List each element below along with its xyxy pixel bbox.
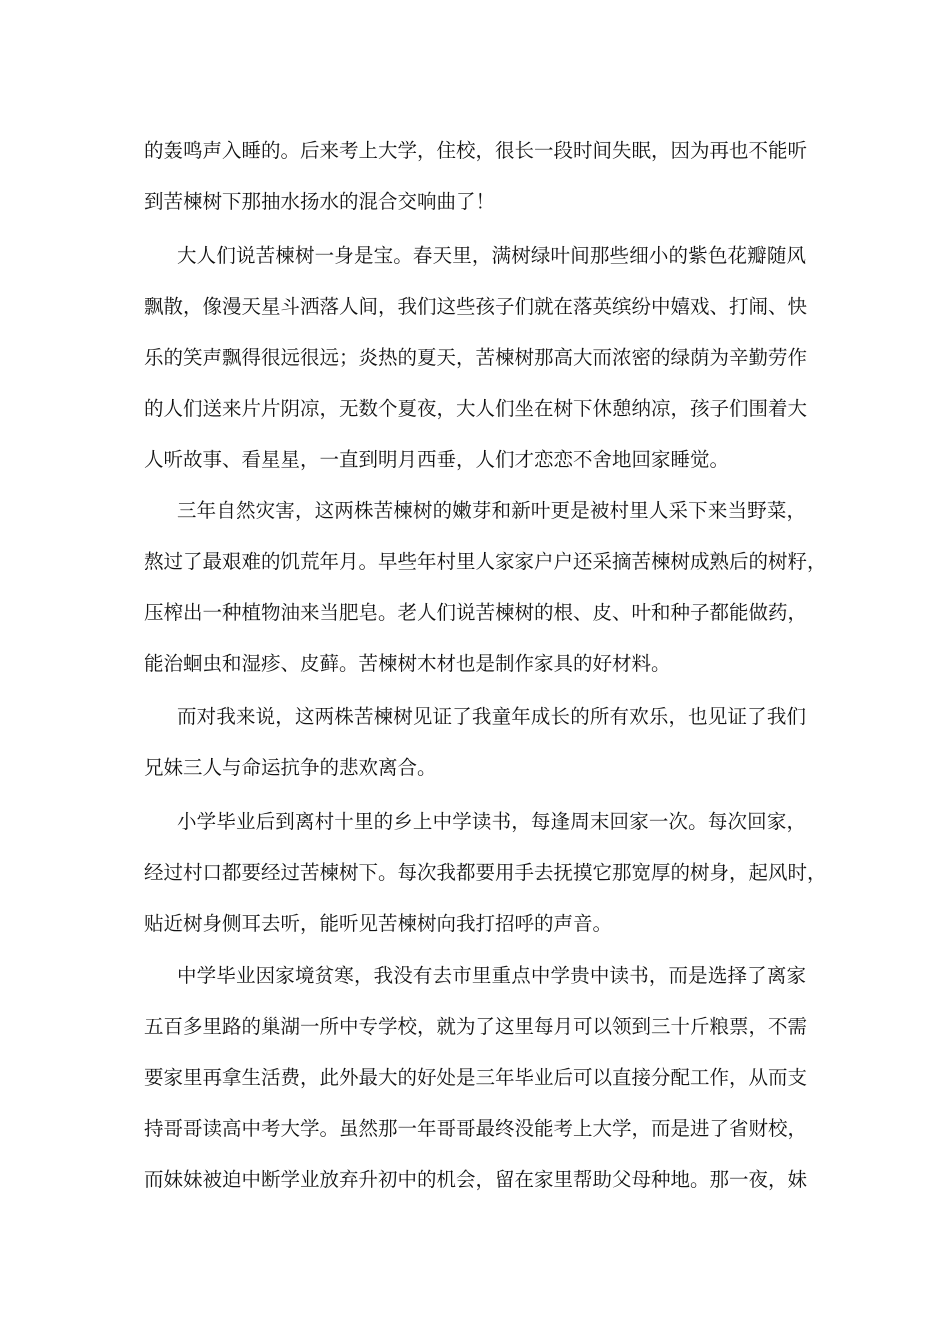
text-line: 五百多里路的巢湖一所中专学校，就为了这里每月可以领到三十斤粮票，不需 <box>144 1015 808 1038</box>
text-line: 中学毕业因家境贫寒，我没有去市里重点中学贵中读书，而是选择了离家 <box>177 964 806 987</box>
paragraph-3 <box>144 485 827 689</box>
text-line: 的轰鸣声入睡的。后来考上大学，住校，很长一段时间失眠，因为再也不能听 <box>144 139 808 162</box>
paragraph-4 <box>144 691 806 793</box>
paragraph-2 <box>144 230 806 485</box>
paragraph-6 <box>144 950 806 1205</box>
text-line: 而妹妹被迫中断学业放弃升初中的机会，留在家里帮助父母种地。那一夜，妹 <box>144 1168 808 1191</box>
text-line: 人听故事、看星星，一直到明月西垂，人们才恋恋不舍地回家睡觉。 <box>144 448 730 471</box>
text-line: 贴近树身侧耳去听，能听见苦楝树向我打招呼的声音。 <box>144 912 613 935</box>
text-line: 大人们说苦楝树一身是宝。春天里，满树绿叶间那些细小的紫色花瓣随风 <box>177 244 806 267</box>
text-line: 飘散，像漫天星斗洒落人间，我们这些孩子们就在落英缤纷中嬉戏、打闹、快 <box>144 295 808 318</box>
text-line: 的人们送来片片阴凉，无数个夏夜，大人们坐在树下休憩纳凉，孩子们围着大 <box>144 397 808 420</box>
text-line: 三年自然灾害，这两株苦楝树的嫩芽和新叶更是被村里人采下来当野菜， <box>177 499 806 522</box>
text-line: 压榨出一种植物油来当肥皂。老人们说苦楝树的根、皮、叶和种子都能做药， <box>144 601 808 624</box>
text-line: 兄妹三人与命运抗争的悲欢离合。 <box>144 756 437 779</box>
text-line: 要家里再拿生活费，此外最大的好处是三年毕业后可以直接分配工作，从而支 <box>144 1066 808 1089</box>
text-line: 而对我来说，这两株苦楝树见证了我童年成长的所有欢乐，也见证了我们 <box>177 705 806 728</box>
text-line: 到苦楝树下那抽水扬水的混合交响曲了！ <box>144 190 496 213</box>
paragraph-1 <box>144 125 806 227</box>
text-line: 乐的笑声飘得很远很远；炎热的夏天，苦楝树那高大而浓密的绿荫为辛勤劳作 <box>144 346 808 369</box>
paragraph-5 <box>144 796 827 949</box>
text-line: 能治蛔虫和湿疹、皮藓。苦楝树木材也是制作家具的好材料。 <box>144 652 671 675</box>
text-line: 熬过了最艰难的饥荒年月。早些年村里人家家户户还采摘苦楝树成熟后的树籽， <box>144 550 827 573</box>
text-line: 小学毕业后到离村十里的乡上中学读书，每逢周末回家一次。每次回家， <box>177 810 806 833</box>
text-line: 持哥哥读高中考大学。虽然那一年哥哥最终没能考上大学，而是进了省财校， <box>144 1117 808 1140</box>
text-line: 经过村口都要经过苦楝树下。每次我都要用手去抚摸它那宽厚的树身，起风时， <box>144 861 827 884</box>
